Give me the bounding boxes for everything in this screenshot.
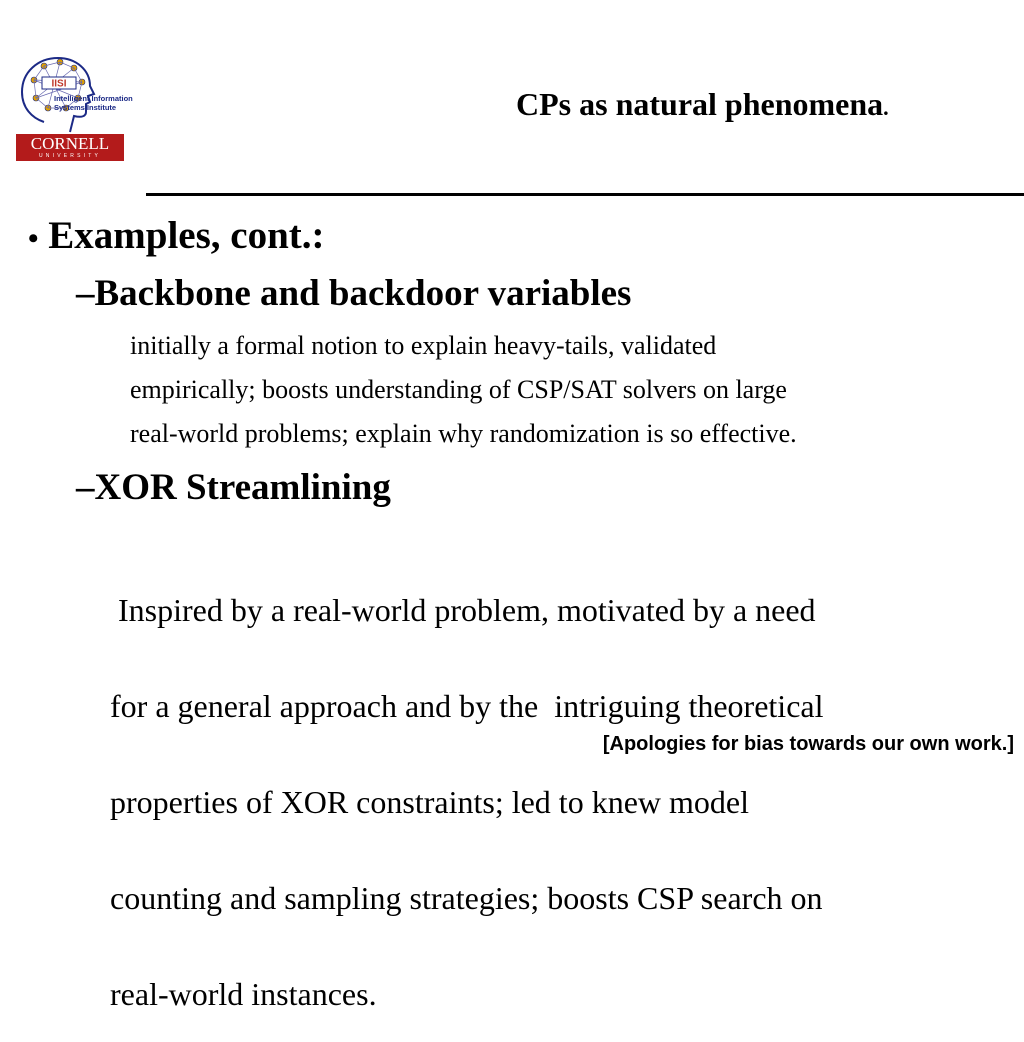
text-line: initially a formal notion to explain heavy-tails, validated: [130, 331, 717, 360]
text-line: for a general approach and by the intriguing theoretical: [110, 688, 824, 724]
iisi-cornell-logo: [14, 52, 134, 162]
footnote: [Apologies for bias towards our own work.]: [602, 733, 1014, 755]
bullet-label: Examples, cont.:: [48, 214, 325, 257]
bullet-marker: •: [28, 222, 39, 255]
institute-name: Intelligent Information Systems Institute: [54, 94, 133, 112]
xor-description: [110, 530, 823, 1042]
cornell-university-logo: CORNELL UNIVERSITY: [16, 134, 124, 161]
dash-marker: –: [76, 273, 95, 314]
dash-marker: –: [76, 467, 95, 508]
text-line: empirically; boosts understanding of CSP/SAT solvers on large: [130, 375, 787, 404]
subitem-label: Backbone and backdoor variables: [94, 273, 632, 314]
text-line: properties of XOR constraints; led to knew model: [110, 784, 749, 820]
bullet-examples: [28, 213, 325, 258]
text-line: Inspired by a real-world problem, motivated by a need: [110, 592, 816, 628]
title-divider: [146, 193, 1024, 196]
slide-title: CPs as natural phenomena.: [516, 86, 889, 122]
text-line: real-world instances.: [110, 976, 377, 1012]
subitem-label: XOR Streamlining: [94, 467, 391, 508]
subitem-backbone: [76, 272, 631, 315]
text-line: counting and sampling strategies; boosts CSP search on: [110, 880, 823, 916]
svg-text:IISI: IISI: [51, 78, 67, 90]
head-network-icon: [14, 52, 134, 134]
backbone-description: [130, 324, 797, 456]
text-line: real-world problems; explain why randomization is so effective.: [130, 419, 797, 448]
subitem-xor: [76, 466, 391, 509]
